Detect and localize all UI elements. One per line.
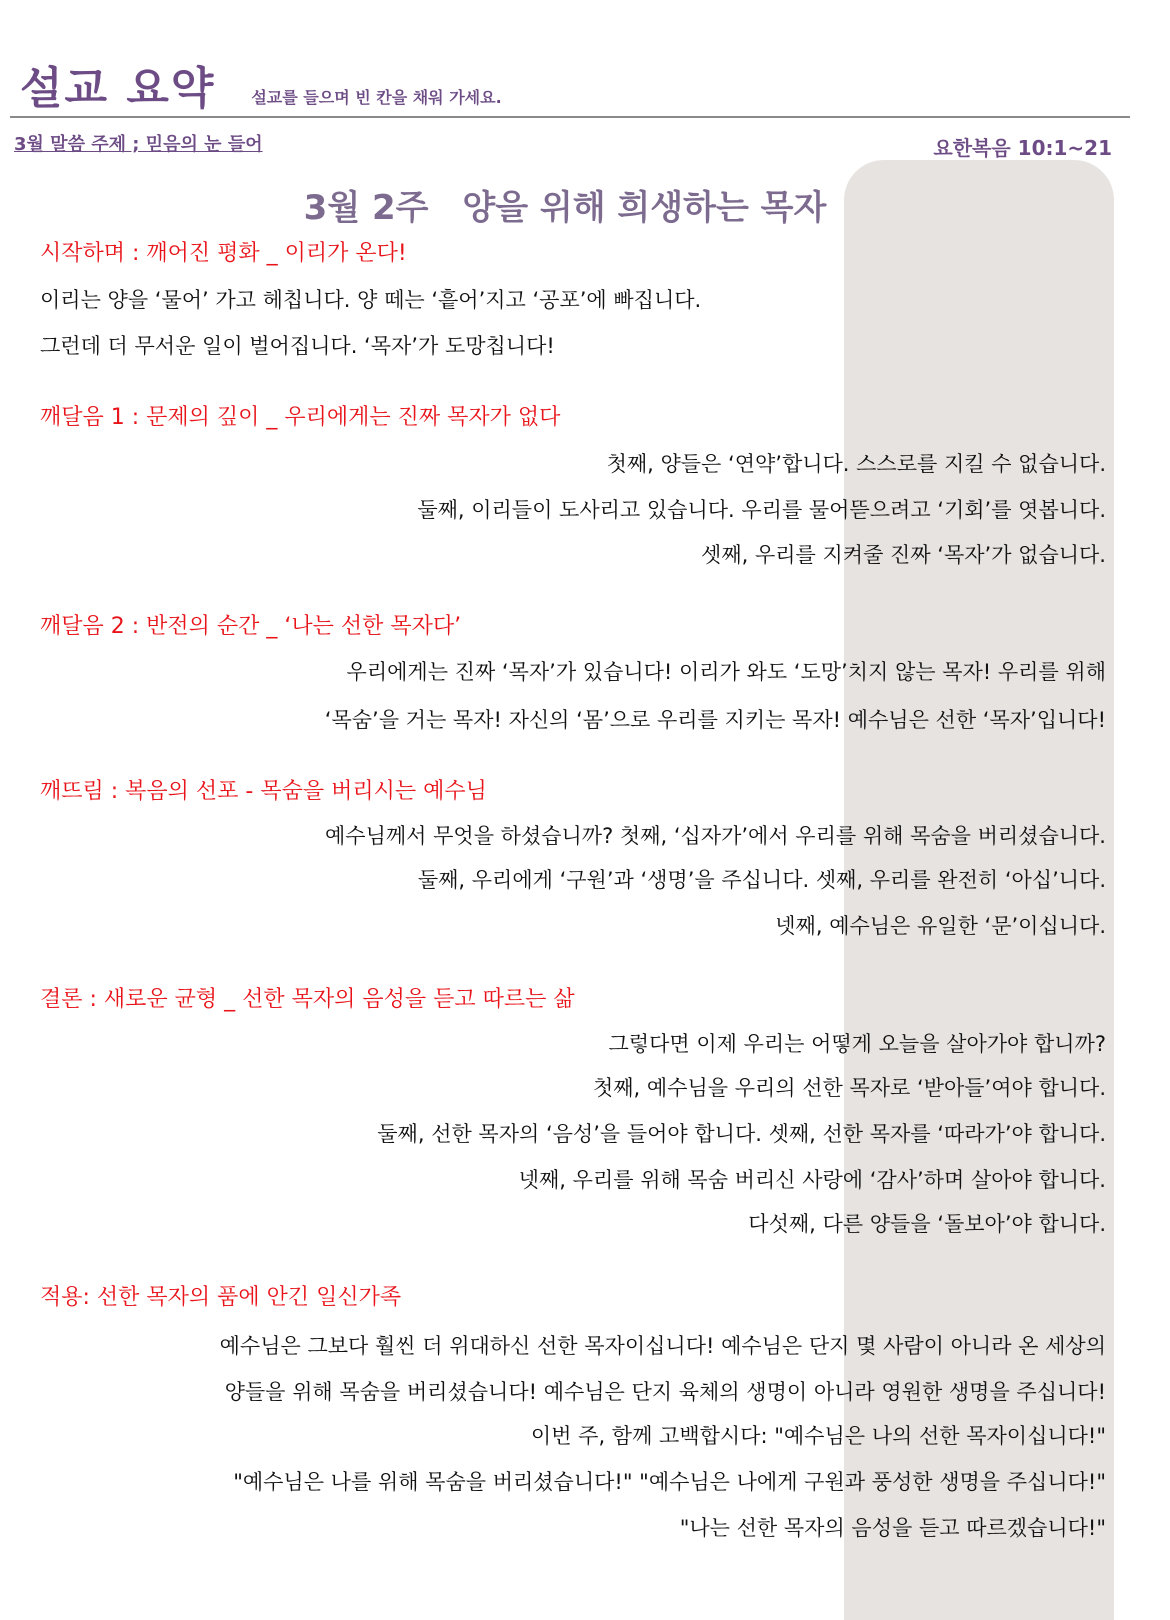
page-title: 설교 요약 [20,63,216,114]
section-line: 둘째, 이리들이 도사리고 있습니다. 우리를 물어뜯으려고 ‘기회’를 엿봅니다. [417,498,1106,522]
sermon-title-text: 양을 위해 희생하는 목자 [462,188,827,228]
section-heading-application: 적용: 선한 목자의 품에 안긴 일신가족 [40,1285,402,1310]
section-line: 둘째, 선한 목자의 ‘음성’을 들어야 합니다. 셋째, 선한 목자를 ‘따라가’야 합니다. [377,1122,1106,1146]
section-line: 이번 주, 함께 고백합시다: "예수님은 나의 선한 목자이십니다!" [530,1424,1106,1448]
section-heading-realization-2: 깨달음 2 : 반전의 순간 _ ‘나는 선한 목자다’ [40,614,462,639]
week-label: 3월 2주 [303,188,429,228]
section-line: 양들을 위해 목숨을 버리셨습니다! 예수님은 단지 육체의 생명이 아니라 영원한 생명을 주십니다! [224,1380,1106,1404]
monthly-theme: 3월 말씀 주제 ; 믿음의 눈 들어 [14,134,263,155]
section-line: 우리에게는 진짜 ‘목자’가 있습니다! 이리가 와도 ‘도망’치지 않는 목자! 우리를 위해 [346,660,1106,684]
section-line: 다섯째, 다른 양들을 ‘돌보아’야 합니다. [748,1212,1106,1236]
sermon-title [0,180,1130,229]
section-line: "예수님은 나를 위해 목숨을 버리셨습니다!" "예수님은 나에게 구원과 풍성한 생명을 주십니다!" [233,1470,1106,1494]
section-line: 그런데 더 무서운 일이 벌어집니다. ‘목자’가 도망칩니다! [40,334,555,358]
page-subtitle: 설교를 들으며 빈 칸을 채워 가세요. [251,88,502,107]
section-heading-breaking: 깨뜨림 : 복음의 선포 - 목숨을 버리시는 예수님 [40,779,487,804]
scripture-reference: 요한복음 10:1~21 [933,136,1112,160]
section-line: 예수님께서 무엇을 하셨습니까? 첫째, ‘십자가’에서 우리를 위해 목숨을 버리셨습니다. [325,824,1106,848]
section-line: "나는 선한 목자의 음성을 듣고 따르겠습니다!" [679,1516,1106,1540]
section-line: 첫째, 양들은 ‘연약’합니다. 스스로를 지킬 수 없습니다. [606,452,1106,476]
section-line: 셋째, 우리를 지켜줄 진짜 ‘목자’가 없습니다. [701,543,1106,567]
section-line: 넷째, 우리를 위해 목숨 버리신 사랑에 ‘감사’하며 살아야 합니다. [518,1168,1106,1192]
header [20,52,502,116]
section-line: 넷째, 예수님은 유일한 ‘문’이십니다. [775,914,1106,938]
section-line: 첫째, 예수님을 우리의 선한 목자로 ‘받아들’여야 합니다. [592,1076,1106,1100]
section-line: ‘목숨’을 거는 목자! 자신의 ‘몸’으로 우리를 지키는 목자! 예수님은 선한 ‘목자’입니다! [324,708,1106,732]
section-heading-conclusion: 결론 : 새로운 균형 _ 선한 목자의 음성을 듣고 따르는 삶 [40,987,575,1012]
section-heading-intro: 시작하며 : 깨어진 평화 _ 이리가 온다! [40,241,407,266]
section-heading-realization-1: 깨달음 1 : 문제의 깊이 _ 우리에게는 진짜 목자가 없다 [40,405,561,430]
section-line: 둘째, 우리에게 ‘구원’과 ‘생명’을 주십니다. 셋째, 우리를 완전히 ‘아십’니다. [417,868,1106,892]
section-line: 예수님은 그보다 훨씬 더 위대하신 선한 목자이십니다! 예수님은 단지 몇 사람이 아니라 온 세상의 [219,1334,1106,1358]
section-line: 그렇다면 이제 우리는 어떻게 오늘을 살아가야 합니까? [608,1032,1106,1056]
header-divider [10,116,1130,118]
section-line: 이리는 양을 ‘물어’ 가고 헤칩니다. 양 떼는 ‘흩어’지고 ‘공포’에 빠집니다. [40,288,702,312]
